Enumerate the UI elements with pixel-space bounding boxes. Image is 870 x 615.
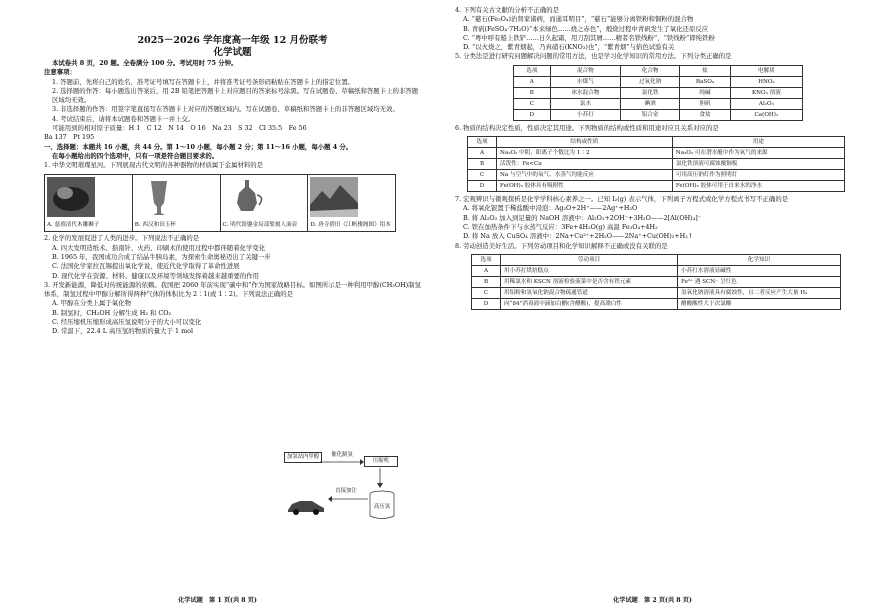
table-row[interactable] (472, 265, 841, 276)
table-header: 选项 (514, 65, 551, 76)
table-row[interactable] (468, 159, 845, 170)
exam-title: 2025－2026 学年度高一年级 12 月份联考 (137, 35, 328, 46)
table-cell: 冰水混合物 (550, 87, 620, 98)
table-row[interactable] (468, 170, 845, 181)
table-row[interactable] (472, 298, 841, 309)
table-header: 电解质 (730, 65, 802, 76)
table-cell: Na₂O₂ 中阴、阳离子个数比为 1∶2 (497, 148, 673, 159)
table-header: 结构或性质 (497, 137, 673, 148)
q2-option[interactable]: C. 法国化学家拉瓦锡提出氧化学说，使近代化学取得了革命性进展 (52, 262, 240, 271)
notice-item: 2. 选择题的作答：每小题选出答案后，用 2B 铅笔把答题卡上对应题目的答案标号涂黑。写在试题卷、草稿纸和答题卡上的非答题区域均无效。 (52, 86, 419, 105)
table-row[interactable] (514, 109, 803, 120)
table-cell: BaSO₄ (680, 76, 731, 87)
q5-table (513, 65, 803, 121)
table-cell: 用稀氯水和 KSCN 溶液检验菠菜中是否含有铁元素 (501, 276, 678, 287)
table-cell: D (514, 109, 551, 120)
q6-table (467, 136, 845, 192)
q3-option[interactable]: C. 经压缩机压缩形成高压氢说明分子的大小可以变化 (52, 318, 202, 327)
table-cell: C (472, 287, 501, 298)
table-cell: A (514, 76, 551, 87)
arrow-down-icon (376, 468, 384, 488)
table-cell: 碘酒 (621, 98, 680, 109)
notice-item: 3. 非选择题的作答：用签字笔直接写在答题卡上对应的答题区域内。写在试题卷、草稿纸和答题卡上的非答题区域均无效。 (52, 105, 399, 114)
question-8: 8. 劳动创造美好生活。下列劳动项目和化学知识解释不正确或没有关联的是 (455, 241, 668, 250)
section-subheading: 在每小题给出的四个选项中，只有一项是符合题目要求的。 (52, 151, 219, 160)
q1-image-options (44, 174, 396, 233)
q2-option[interactable]: B. 1965 年，我国成功合成了结晶牛胰岛素，为探索生命奥秘迈出了关键一步 (52, 252, 271, 261)
page-2 (435, 0, 870, 615)
table-cell: B (472, 276, 501, 287)
table-header-row (468, 137, 845, 148)
table-cell: B (468, 159, 497, 170)
table-cell: Na₂O₂ 可在潜水艇中作为氧气的来源 (672, 148, 844, 159)
table-cell: 小苏打水溶液显碱性 (678, 265, 841, 276)
table-cell: D (472, 298, 501, 309)
table-cell: Fe(OH)₃ 胶体具有吸附性 (497, 181, 673, 192)
table-cell: 氯水 (550, 98, 620, 109)
catalytic-label: 催化制氢 (331, 452, 353, 458)
table-cell: C (468, 170, 497, 181)
atomic-masses-cont: Ba 137 Pt 195 (44, 133, 95, 142)
table-cell: A (468, 148, 497, 159)
exam-subject: 化学试题 (213, 47, 252, 58)
section-heading: 一、选择题：本题共 16 小题，共 44 分。第 1～10 小题，每小题 2 分；第 11～16 小题，每小题 4 分。 (44, 142, 353, 151)
table-cell: 氢氧化钠溶液具有腐蚀性，且二者反应产生大量 H₂ (678, 287, 841, 298)
table-cell: 铝合金 (621, 109, 680, 120)
table-cell: HNO₃ (730, 76, 802, 87)
table-cell: 胆矾 (680, 98, 731, 109)
table-cell: Ca(OH)₂ (730, 109, 802, 120)
question-4: 4. 下列有关古文献的分析不正确的是 (455, 6, 559, 14)
q3-option[interactable]: A. 甲醇在分类上属于氧化物 (52, 299, 131, 308)
question-5: 5. 分类法是进行研究问题解决问题的常用方法，也是学习化学知识的常用方法。下列分类正确的是 (455, 52, 732, 61)
question-6: 6. 物质的结构决定性质，性质决定其用途。下列物质的结构或性质和用途对应且关系对应的是 (455, 123, 719, 132)
table-cell: 用小苏打烘焙糕点 (501, 265, 678, 276)
q4-option[interactable]: C. “粤中呼有船上铁铲……日久起霜，用刀刮其屑……精者名铁线粉”，“铁线粉”即纯铁粉 (463, 33, 715, 42)
table-header: 选项 (468, 137, 497, 148)
table-cell: A (472, 265, 501, 276)
table-cell: Na 与空气中的氧气、水蒸气均能反应 (497, 170, 673, 181)
landscape-painting-image (310, 177, 358, 217)
table-row[interactable] (468, 181, 845, 192)
table-header: 盐 (680, 65, 731, 76)
table-header-row (472, 254, 841, 265)
compressor-box: 压缩机 (364, 456, 398, 467)
table-header: 化学知识 (678, 254, 841, 265)
q3-option[interactable]: D. 常温下，22.4 L 高压氢的物质的量大于 1 mol (52, 327, 194, 336)
table-cell: D (468, 181, 497, 192)
table-cell: 醋酸酸性大于次氯酸 (678, 298, 841, 309)
q7-option[interactable]: A. 将氧化银置于稀盐酸中浸泡：Ag₂O+2H⁺——2Ag⁺+H₂O (463, 204, 638, 213)
q1-option-c[interactable] (221, 175, 309, 232)
page-footer: 化学试题 第 2 页(共 8 页) (613, 596, 692, 604)
table-cell: 食盐 (680, 109, 731, 120)
table-header-row (514, 65, 803, 76)
q2-option[interactable]: D. 现代化学在资源、材料、健康以及环境等领域发挥着越来越重要的作用 (52, 271, 260, 280)
exam-intro: 本试卷共 8 页，20 题。全卷满分 100 分。考试用时 75 分钟。 (52, 59, 238, 67)
table-cell: KNO₃ 溶液 (730, 87, 802, 98)
q7-option[interactable]: C. 铁在加热条件下与水蒸气反应：3Fe+4H₂O(g) 高温 Fe₃O₄+4H₂ (463, 222, 658, 231)
table-cell: 水煤气 (550, 76, 620, 87)
table-cell: 小苏打 (550, 109, 620, 120)
table-row[interactable] (472, 276, 841, 287)
table-header: 化合物 (621, 65, 680, 76)
table-header: 用途 (672, 137, 844, 148)
table-header: 混合物 (550, 65, 620, 76)
arrow-left-icon (328, 496, 368, 502)
table-cell: C (514, 98, 551, 109)
q1-option-label: B. 西汉和田玉杯 (134, 221, 176, 228)
table-cell: 氯化铁 (621, 87, 680, 98)
q4-option[interactable]: A. “慈石(Fe₃O₄)治肾家诸病，而通耳明目”，“慈石”能够分离铁粉和铜粉的混合物 (463, 15, 694, 24)
table-cell: 向“84”消毒液中滴加白醋(含醋酸)，提高漂白性 (501, 298, 678, 309)
table-cell: 可用高压钠灯作为照明灯 (672, 170, 844, 181)
question-2: 2. 化学的发展促进了人类的进步。下列说法不正确的是 (44, 234, 200, 243)
table-row[interactable] (514, 98, 803, 109)
table-cell: 过氧化钠 (621, 76, 680, 87)
q4-option[interactable]: B. 青矾(FeSO₄·7H₂O)“本来绿色……烧之赤色”，煅烧过程中青矾发生了氧化还原反应 (463, 24, 709, 33)
lion-sculpture-image (47, 177, 95, 217)
hydrogen-flow-diagram (284, 452, 404, 524)
q1-option-label: D. 唐寺碧田《江帆楼阁图》绢本 (310, 221, 391, 228)
question-1: 1. 中华文明璀璨星河。下列展现古代文明的各种器物的材质属于金属材料的是 (44, 161, 264, 170)
question-3: 3. 开发新能源，降低对传统能源的依赖。我国把 2060 年前实现“碳中和”作为国家战略目标。如图所示是一种利用甲醇(CH₃OH)制氢体系，制氢过程中甲醇分解所得两种气体的体积比为 2∶1(或 1∶2)。下列说法正确的是 (44, 280, 421, 299)
notice-heading: 注意事项： (44, 68, 76, 77)
table-row[interactable] (514, 76, 803, 87)
question-7: 7. 宏观辨识与微观探析是化学学科核心素养之一。已知 I₂(g) 表示气体，下列离子方程式或化学方程式书写不正确的是 (455, 195, 789, 204)
table-cell: Fe(OH)₃ 胶体可用于自来水的净水 (672, 181, 844, 192)
table-cell: Al₂O₃ (730, 98, 802, 109)
q3-option[interactable]: B. 制氢时，CH₃OH 分解生成 H₂ 和 CO₂ (52, 308, 172, 317)
table-cell: 氯化铁溶液可腐蚀覆铜板 (672, 159, 844, 170)
q7-option[interactable]: D. 将 Na 放入 CuSO₄ 溶液中：2Na+Cu²⁺+2H₂O——2Na⁺+Cu(OH)₂+H₂↑ (463, 232, 694, 241)
q1-option-b[interactable] (133, 175, 221, 232)
table-row[interactable] (472, 287, 841, 298)
table-cell: 用铝粉和氢氧化钠混合物疏通管道 (501, 287, 678, 298)
table-row[interactable] (468, 148, 845, 159)
q1-option-label: C. 明代银鎏金局部錾刻人面壶 (222, 221, 298, 228)
table-cell: B (514, 87, 551, 98)
car-icon (286, 496, 326, 516)
q1-option-d[interactable] (308, 175, 395, 232)
table-cell: 纯碱 (680, 87, 731, 98)
q8-table (471, 254, 841, 310)
direct-fill-label: 直接加注 (335, 488, 357, 494)
table-header: 劳动项目 (501, 254, 678, 265)
silver-pot-image (223, 177, 271, 217)
notice-item: 4. 考试结束后，请将本试题卷和答题卡一并上交。 (52, 114, 195, 123)
notice-item: 1. 答题前，先将自己的姓名、准考证号填写在答题卡上，并将准考证号条形码粘贴在答题卡上的指定位置。 (52, 77, 355, 86)
methanol-station-box: 加氢站内甲醇 (284, 452, 322, 463)
table-header: 选项 (472, 254, 501, 265)
q7-option[interactable]: B. 将 Al₂O₃ 加入到足量的 NaOH 溶液中：Al₂O₃+2OH⁻+3H₂O——2[Al(OH)₄]⁻ (463, 213, 702, 222)
q1-option-label: A. 慈禧清代木雕狮子 (47, 221, 100, 228)
jade-cup-image (135, 177, 183, 217)
q2-option[interactable]: A. 四大发明造纸术、指南针、火药、印刷术的使用过程中都伴随着化学变化 (52, 243, 266, 252)
arrow-icon (320, 459, 364, 465)
q4-option[interactable]: D. “以火烧之，紫青烟起，乃真硝石(KNO₃)也”，“紫青烟”与焰色试验有关 (463, 43, 675, 52)
table-cell: 活泼性：Fe<Cu (497, 159, 673, 170)
q1-option-a[interactable] (45, 175, 133, 232)
page-footer: 化学试题 第 1 页(共 8 页) (178, 596, 257, 604)
high-pressure-hydrogen-label: 高压氢 (373, 504, 391, 510)
atomic-masses: 可能用到的相对原子质量：H 1 C 12 N 14 O 16 Na 23 S 32 Cl 35.5 Fe 56 (52, 124, 307, 133)
table-row[interactable] (514, 87, 803, 98)
table-cell: Fe³⁺ 遇 SCN⁻ 呈红色 (678, 276, 841, 287)
